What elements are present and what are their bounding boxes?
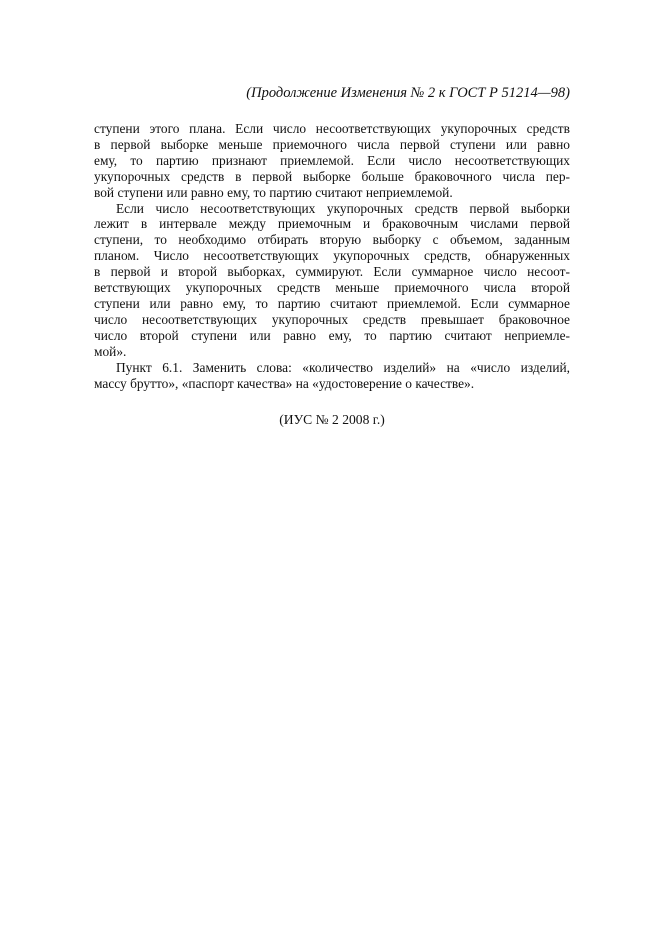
document-body	[94, 121, 570, 391]
text-line: ступени этого плана. Если число несоответствующих укупорочных средств	[94, 121, 570, 136]
paragraph-first-stage	[94, 121, 570, 201]
continuation-header: (Продолжение Изменения № 2 к ГОСТ Р 51214—98)	[246, 85, 570, 101]
paragraph-clause-6-1	[94, 360, 570, 392]
text-line: Пункт 6.1. Заменить слова: «количество изделий» на «число изделий,	[116, 359, 570, 375]
text-line: число второй ступени или равно ему, то партию считают неприемле-	[94, 327, 570, 343]
text-line: лежит в интервале между приемочным и браковочным числами первой	[94, 216, 570, 232]
text-line: ветствующих укупорочных средств меньше приемочного числа второй	[94, 280, 570, 296]
text-line: число несоответствующих укупорочных средств превышает браковочное	[94, 311, 570, 327]
text-line: вой ступени или равно ему, то партию считают неприемлемой.	[94, 184, 453, 200]
text-line: мой».	[94, 343, 127, 359]
ius-reference: (ИУС № 2 2008 г.)	[279, 412, 385, 427]
paragraph-second-stage	[94, 201, 570, 360]
text-line: планом. Число несоответствующих укупорочных средств, обнаруженных	[94, 248, 570, 264]
text-line: Если число несоответствующих укупорочных средств первой выборки	[116, 200, 570, 216]
text-line: укупорочных средств в первой выборке больше браковочного числа пер-	[94, 168, 570, 184]
text-line: массу брутто», «паспорт качества» на «удостоверение о качестве».	[94, 375, 475, 391]
text-line: ступени или равно ему, то партию считают приемлемой. Если суммарное	[94, 295, 570, 311]
text-line: ему, то партию признают приемлемой. Если число несоответствующих	[94, 152, 570, 168]
text-line: в первой и второй выборках, суммируют. Если суммарное число несоот-	[94, 264, 570, 280]
text-line: ступени, то необходимо отбирать вторую выборку с объемом, заданным	[94, 232, 570, 248]
text-line: в первой выборке меньше приемочного числа первой ступени или равно	[94, 136, 570, 152]
